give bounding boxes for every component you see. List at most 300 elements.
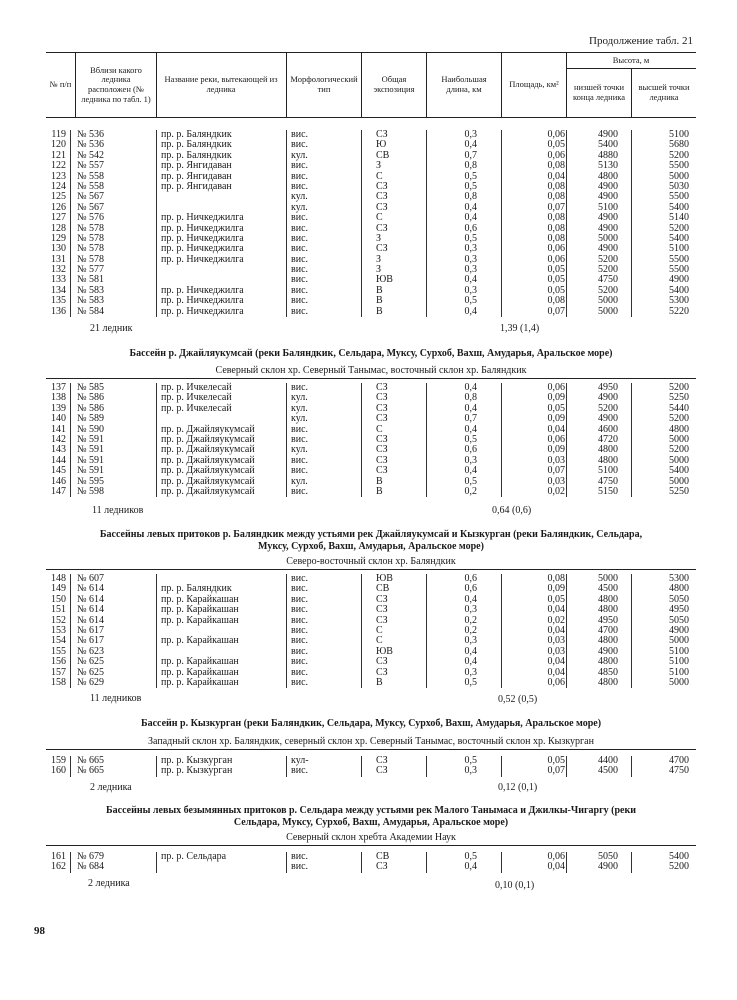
section-3-title-line-2: Муксу, Сурхоб, Вахш, Амударья, Аральское море) <box>258 541 484 552</box>
table-cell: пр. р. Джайляукумсай <box>161 485 255 497</box>
table-cell: 0,03 <box>547 475 565 487</box>
table-cell: вис. <box>291 382 309 393</box>
table-cell: СВ <box>376 851 390 862</box>
table-cell: 5100 <box>669 656 689 668</box>
table-cell: 0,5 <box>464 755 477 766</box>
table-cell: 0,3 <box>464 284 477 296</box>
table-cell: № 578 <box>77 243 105 255</box>
table-cell: № 584 <box>77 305 105 317</box>
table-cell: вис. <box>291 284 309 296</box>
table-cell: вис. <box>291 666 309 678</box>
table-cell: вис. <box>291 129 309 140</box>
table-cell: 5100 <box>669 243 689 255</box>
table-cell: 135 <box>51 295 66 307</box>
table-cell: № 617 <box>77 635 105 647</box>
table-cell: вис. <box>291 295 309 307</box>
table-cell: пр. р. Баляндкик <box>161 139 232 151</box>
table-cell: № 589 <box>77 413 105 425</box>
column-divider <box>286 756 287 777</box>
table-cell: пр. р. Ичкелесай <box>161 402 232 414</box>
table-cell: 0,5 <box>464 180 477 192</box>
table-cell: вис. <box>291 212 309 224</box>
table-cell: пр. р. Сельдара <box>161 851 227 862</box>
table-cell: пр. р. Янгидаван <box>161 180 232 192</box>
table-cell: З <box>376 253 382 265</box>
column-divider <box>286 130 287 317</box>
header-num: № п/п <box>49 79 72 90</box>
table-cell: 4900 <box>598 129 618 140</box>
table-cell: 0,04 <box>547 666 565 678</box>
table-cell: СЗ <box>376 413 388 425</box>
section-1-total-area: 1,39 (1,4) <box>500 323 540 334</box>
table-cell: 153 <box>51 624 66 636</box>
table-cell: С <box>376 423 383 435</box>
table-cell: 123 <box>51 170 66 182</box>
table-section-2 <box>46 383 696 497</box>
table-section-3 <box>46 574 696 688</box>
table-cell: пр. р. Янгидаван <box>161 170 232 182</box>
table-cell: 4700 <box>598 624 618 636</box>
table-cell: пр. р. Ничкеджилга <box>161 305 244 317</box>
table-cell: пр. р. Джайляукумсай <box>161 465 255 477</box>
table-cell: 4800 <box>669 423 689 435</box>
column-divider <box>426 130 427 317</box>
table-cell: № 591 <box>77 454 105 466</box>
table-cell: 5200 <box>669 413 689 425</box>
table-cell: 0,4 <box>464 861 477 873</box>
table-cell: пр. р. Карайкашан <box>161 604 239 616</box>
table-cell: СЗ <box>376 765 388 777</box>
table-cell: № 536 <box>77 129 105 140</box>
table-cell: вис. <box>291 274 309 286</box>
table-cell: 4900 <box>598 861 618 873</box>
table-cell: 120 <box>51 139 66 151</box>
table-cell: 4800 <box>598 593 618 605</box>
table-cell: 0,6 <box>464 573 477 584</box>
table-cell: 119 <box>51 129 66 140</box>
table-cell: вис. <box>291 676 309 688</box>
section-4-rule <box>46 749 696 750</box>
column-divider <box>156 852 157 873</box>
table-cell: пр. р. Карайкашан <box>161 666 239 678</box>
table-row <box>46 307 696 317</box>
table-cell: 4800 <box>598 444 618 456</box>
table-cell: СЗ <box>376 191 388 203</box>
table-cell: № 607 <box>77 573 105 584</box>
table-cell: 0,04 <box>547 656 565 668</box>
table-cell: 132 <box>51 264 66 276</box>
table-cell: 4720 <box>598 433 618 445</box>
table-cell: 126 <box>51 201 66 213</box>
table-cell: 4700 <box>669 755 689 766</box>
section-2-total-area: 0,64 (0,6) <box>492 505 532 516</box>
header-area: Площадь, км² <box>509 79 559 90</box>
table-cell: 0,07 <box>547 305 565 317</box>
table-cell: 0,6 <box>464 222 477 234</box>
table-cell: 137 <box>51 382 66 393</box>
table-cell: 0,03 <box>547 645 565 657</box>
table-cell: 5400 <box>669 232 689 244</box>
table-cell: № 578 <box>77 253 105 265</box>
table-cell: 5200 <box>598 253 618 265</box>
table-cell: 0,5 <box>464 170 477 182</box>
table-cell: вис. <box>291 222 309 234</box>
section-5-total-area: 0,10 (0,1) <box>495 880 535 891</box>
table-cell: 149 <box>51 583 66 595</box>
table-cell: 0,06 <box>547 382 565 393</box>
table-cell: 5500 <box>669 253 689 265</box>
table-cell: 146 <box>51 475 66 487</box>
table-cell: 0,4 <box>464 423 477 435</box>
table-cell: 138 <box>51 392 66 404</box>
column-divider <box>631 383 632 497</box>
table-cell: 5100 <box>598 465 618 477</box>
table-section-1 <box>46 130 696 317</box>
table-cell: вис. <box>291 454 309 466</box>
table-cell: 0,4 <box>464 139 477 151</box>
table-cell: 4750 <box>598 475 618 487</box>
table-cell: пр. р. Кызкурган <box>161 755 233 766</box>
section-2-total-label: 11 ледников <box>92 505 144 516</box>
table-cell: 5000 <box>669 433 689 445</box>
column-divider <box>426 574 427 688</box>
table-row <box>46 414 696 424</box>
column-divider <box>501 756 502 777</box>
table-cell: вис. <box>291 465 309 477</box>
table-cell: З <box>376 232 382 244</box>
column-divider <box>286 852 287 873</box>
table-cell: 5050 <box>598 851 618 862</box>
column-divider <box>631 574 632 688</box>
table-cell: 0,7 <box>464 413 477 425</box>
table-cell: кул. <box>291 402 308 414</box>
column-divider <box>631 852 632 873</box>
table-cell: № 591 <box>77 433 105 445</box>
header-exposure: Общая экспозиция <box>373 74 415 94</box>
table-cell: 4880 <box>598 149 618 161</box>
table-cell: 142 <box>51 433 66 445</box>
table-cell: 5030 <box>669 180 689 192</box>
table-cell: № 558 <box>77 180 105 192</box>
table-cell: 0,3 <box>464 243 477 255</box>
table-row <box>46 161 696 171</box>
table-cell: 4900 <box>669 624 689 636</box>
table-cell: 0,08 <box>547 212 565 224</box>
table-cell: № 595 <box>77 475 105 487</box>
table-cell: 0,04 <box>547 170 565 182</box>
table-row <box>46 213 696 223</box>
table-cell: 5100 <box>669 645 689 657</box>
section-3-title-line-1: Бассейны левых притоков р. Баляндкик между устьями рек Джайляукумсай и Кызкурган (реки Баляндкик, Сельдара, <box>99 529 643 540</box>
table-cell: 5000 <box>598 573 618 584</box>
table-cell: В <box>376 676 383 688</box>
table-cell: З <box>376 160 382 172</box>
table-cell: 0,08 <box>547 180 565 192</box>
table-cell: 5300 <box>669 295 689 307</box>
table-cell: ЮВ <box>376 274 393 286</box>
table-cell: 0,05 <box>547 284 565 296</box>
table-cell: 4800 <box>598 604 618 616</box>
table-cell: 0,04 <box>547 861 565 873</box>
table-row <box>46 466 696 476</box>
table-cell: 4900 <box>598 180 618 192</box>
table-cell: С <box>376 624 383 636</box>
table-cell: пр. р. Карайкашан <box>161 614 239 626</box>
table-cell: пр. р. Ичкелесай <box>161 392 232 404</box>
column-divider <box>361 852 362 873</box>
column-divider <box>501 852 502 873</box>
column-divider <box>631 130 632 317</box>
table-cell: 0,5 <box>464 475 477 487</box>
table-cell: 5050 <box>669 614 689 626</box>
column-divider <box>426 756 427 777</box>
table-cell: ЮВ <box>376 573 393 584</box>
table-cell: 5000 <box>669 635 689 647</box>
table-cell: 5440 <box>669 402 689 414</box>
table-cell: С <box>376 635 383 647</box>
table-cell: 152 <box>51 614 66 626</box>
table-cell: 162 <box>51 861 66 873</box>
table-cell: 0,3 <box>464 666 477 678</box>
header-near-glacier: Вблизи какого ледника расположен (№ ледника по табл. 1) <box>81 64 151 104</box>
table-cell: № 577 <box>77 264 105 276</box>
table-cell: 0,8 <box>464 191 477 203</box>
table-cell: 4800 <box>598 170 618 182</box>
section-1-total-label: 21 ледник <box>90 323 133 334</box>
table-cell: 0,08 <box>547 295 565 307</box>
table-cell: вис. <box>291 604 309 616</box>
page-number: 98 <box>34 925 45 937</box>
table-cell: 0,05 <box>547 274 565 286</box>
table-cell: 122 <box>51 160 66 172</box>
column-divider <box>566 574 567 688</box>
table-cell: 5000 <box>669 475 689 487</box>
table-cell: 0,5 <box>464 676 477 688</box>
table-cell: 5250 <box>669 485 689 497</box>
table-cell: вис. <box>291 305 309 317</box>
table-cell: В <box>376 284 383 296</box>
table-cell: 0,3 <box>464 454 477 466</box>
table-cell: В <box>376 485 383 497</box>
table-cell: 5000 <box>598 295 618 307</box>
table-cell: 155 <box>51 645 66 657</box>
table-cell: 0,08 <box>547 222 565 234</box>
table-cell: 0,5 <box>464 433 477 445</box>
table-cell: 0,09 <box>547 392 565 404</box>
table-cell: кул- <box>291 755 309 766</box>
table-cell: № 625 <box>77 656 105 668</box>
column-divider <box>70 852 71 873</box>
section-2-rule <box>46 378 696 379</box>
table-cell: СЗ <box>376 180 388 192</box>
column-divider <box>426 383 427 497</box>
table-cell: № 591 <box>77 465 105 477</box>
table-cell: 5000 <box>669 170 689 182</box>
column-divider <box>566 383 567 497</box>
table-cell: № 581 <box>77 274 105 286</box>
table-cell: 130 <box>51 243 66 255</box>
table-cell: 4750 <box>669 765 689 777</box>
table-cell: 0,7 <box>464 149 477 161</box>
table-cell: 0,07 <box>547 465 565 477</box>
table-cell: 148 <box>51 573 66 584</box>
table-cell: 5200 <box>598 264 618 276</box>
table-row <box>46 657 696 667</box>
section-5-title-line-1: Бассейны левых безымянных притоков р. Сельдара между устьями рек Малого Танымаса и Джилкы-Чигаргу (реки <box>106 805 636 816</box>
section-3-total-area: 0,52 (0,5) <box>498 694 538 705</box>
table-cell: № 536 <box>77 139 105 151</box>
table-cell: пр. р. Ничкеджилга <box>161 212 244 224</box>
table-cell: 5300 <box>669 573 689 584</box>
table-row <box>46 862 696 872</box>
table-cell: кул. <box>291 191 308 203</box>
table-cell: СВ <box>376 149 390 161</box>
column-divider <box>156 130 157 317</box>
table-cell: 128 <box>51 222 66 234</box>
table-cell: 151 <box>51 604 66 616</box>
column-divider <box>70 574 71 688</box>
table-cell: 0,5 <box>464 851 477 862</box>
table-row <box>46 487 696 497</box>
column-divider <box>566 756 567 777</box>
table-cell: 5200 <box>669 222 689 234</box>
table-cell: 134 <box>51 284 66 296</box>
table-cell: пр. р. Ничкеджилга <box>161 295 244 307</box>
table-cell: 4950 <box>598 382 618 393</box>
column-divider <box>501 574 502 688</box>
table-cell: 4900 <box>669 274 689 286</box>
table-cell: № 614 <box>77 593 105 605</box>
table-cell: 121 <box>51 149 66 161</box>
table-cell: пр. р. Карайкашан <box>161 676 239 688</box>
table-cell: Ю <box>376 139 387 151</box>
section-3-subtitle: Северо-восточный склон хр. Баляндкик <box>286 556 456 567</box>
table-cell: вис. <box>291 851 309 862</box>
table-cell: № 614 <box>77 583 105 595</box>
table-cell: 0,6 <box>464 583 477 595</box>
section-2-title: Бассейн р. Джайляукумсай (реки Баляндкик, Сельдара, Муксу, Сурхоб, Вахш, Амударья, Аральское море) <box>129 348 613 359</box>
table-cell: вис. <box>291 232 309 244</box>
table-cell: СЗ <box>376 444 388 456</box>
table-cell: 4900 <box>598 243 618 255</box>
header-height-low: низшей точки конца ледника <box>572 81 626 102</box>
table-cell: 0,5 <box>464 232 477 244</box>
table-cell: № 567 <box>77 191 105 203</box>
column-divider <box>631 756 632 777</box>
section-3-rule <box>46 569 696 570</box>
table-cell: вис. <box>291 765 309 777</box>
table-cell: 139 <box>51 402 66 414</box>
table-cell: 0,4 <box>464 201 477 213</box>
table-cell: СЗ <box>376 454 388 466</box>
table-cell: 4400 <box>598 755 618 766</box>
table-section-5 <box>46 852 696 873</box>
table-cell: 0,3 <box>464 129 477 140</box>
column-divider <box>426 852 427 873</box>
table-cell: пр. р. Карайкашан <box>161 635 239 647</box>
table-cell: № 591 <box>77 444 105 456</box>
table-cell: 0,04 <box>547 624 565 636</box>
table-cell: 0,07 <box>547 201 565 213</box>
table-cell: 5200 <box>598 402 618 414</box>
table-cell: 5050 <box>669 593 689 605</box>
table-cell: 5150 <box>598 485 618 497</box>
table-cell: вис. <box>291 423 309 435</box>
table-cell: вис. <box>291 160 309 172</box>
table-cell: 4500 <box>598 583 618 595</box>
table-cell: 4600 <box>598 423 618 435</box>
table-cell: 136 <box>51 305 66 317</box>
table-cell: 143 <box>51 444 66 456</box>
section-5-title-line-2: Сельдара, Муксу, Сурхоб, Вахш, Амударья, Аральское море) <box>233 817 509 828</box>
table-cell: вис. <box>291 139 309 151</box>
table-row <box>46 678 696 688</box>
table-cell: 4900 <box>598 392 618 404</box>
table-cell: 0,08 <box>547 232 565 244</box>
table-cell: 0,4 <box>464 593 477 605</box>
table-cell: С <box>376 212 383 224</box>
table-cell: 0,02 <box>547 614 565 626</box>
table-cell: В <box>376 295 383 307</box>
table-cell: кул. <box>291 149 308 161</box>
table-cell: 0,5 <box>464 295 477 307</box>
table-cell: 127 <box>51 212 66 224</box>
table-cell: пр. р. Ничкеджилга <box>161 243 244 255</box>
table-cell: 0,8 <box>464 392 477 404</box>
table-cell: СЗ <box>376 382 388 393</box>
table-cell: 0,4 <box>464 645 477 657</box>
table-cell: 0,02 <box>547 485 565 497</box>
table-cell: № 623 <box>77 645 105 657</box>
table-cell: вис. <box>291 593 309 605</box>
table-cell: № 665 <box>77 755 105 766</box>
table-cell: пр. р. Джайляукумсай <box>161 444 255 456</box>
table-cell: 5200 <box>598 284 618 296</box>
section-4-subtitle: Западный склон хр. Баляндкик, северный склон хр. Северный Танымас, восточный склон хр. Кызкурган <box>148 736 594 747</box>
column-divider <box>70 383 71 497</box>
table-cell: 144 <box>51 454 66 466</box>
table-cell: № 684 <box>77 861 105 873</box>
table-cell: СЗ <box>376 222 388 234</box>
table-cell: 0,4 <box>464 305 477 317</box>
column-divider <box>566 852 567 873</box>
table-cell: 4800 <box>598 676 618 688</box>
table-cell: вис. <box>291 170 309 182</box>
table-cell: СЗ <box>376 402 388 414</box>
table-cell: 0,4 <box>464 656 477 668</box>
column-divider <box>361 130 362 317</box>
table-cell: 4500 <box>598 765 618 777</box>
table-cell: № 578 <box>77 232 105 244</box>
table-cell: 157 <box>51 666 66 678</box>
table-cell: вис. <box>291 645 309 657</box>
table-cell: 4800 <box>669 583 689 595</box>
table-cell: 0,05 <box>547 593 565 605</box>
table-cell: пр. р. Джайляукумсай <box>161 433 255 445</box>
table-cell: пр. р. Баляндкик <box>161 129 232 140</box>
table-cell: 5400 <box>669 465 689 477</box>
table-cell: СЗ <box>376 433 388 445</box>
table-cell: кул. <box>291 413 308 425</box>
table-cell: вис. <box>291 624 309 636</box>
table-cell: пр. р. Кызкурган <box>161 765 233 777</box>
table-cell: 4950 <box>598 614 618 626</box>
table-cell: кул. <box>291 201 308 213</box>
table-cell: 4800 <box>598 635 618 647</box>
table-cell: 0,03 <box>547 454 565 466</box>
header-height: Высота, м <box>612 54 650 65</box>
table-cell: 0,05 <box>547 264 565 276</box>
